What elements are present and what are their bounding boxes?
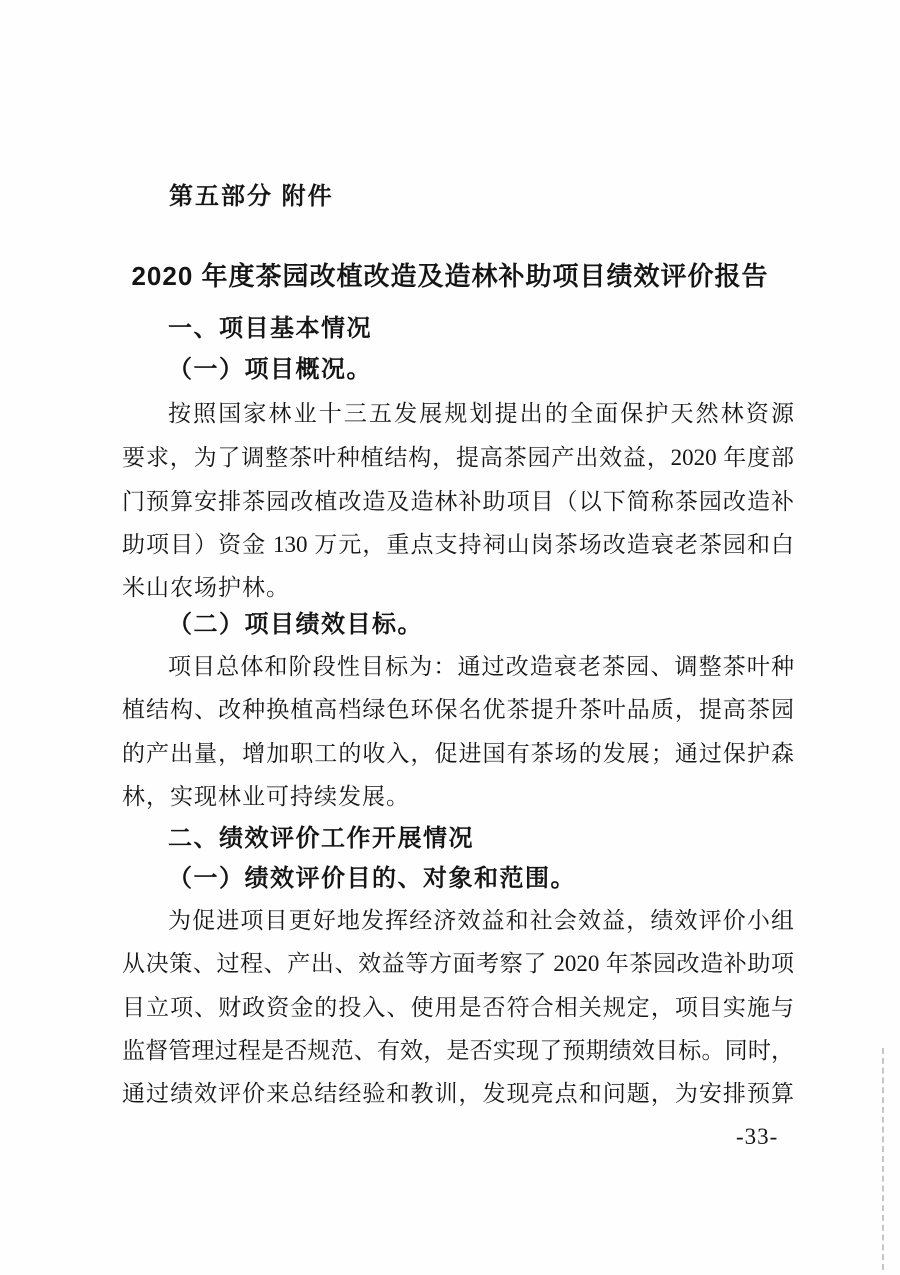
paragraph-line: 项目总体和阶段性目标为：通过改造衰老茶园、调整茶叶种: [168, 654, 794, 679]
paragraph-line: 植结构、改种换植高档绿色环保名优茶提升茶叶品质，提高茶园: [122, 697, 794, 722]
section1-sub2-heading: （二）项目绩效目标。: [168, 611, 423, 638]
paragraph-line: 林，实现林业可持续发展。: [122, 784, 410, 809]
paragraph-line: 要求，为了调整茶叶种植结构，提高茶园产出效益，2020 年度部: [122, 445, 794, 470]
paragraph-line: 为促进项目更好地发挥经济效益和社会效益，绩效评价小组: [168, 908, 794, 933]
paragraph-line: 监督管理过程是否规范、有效，是否实现了预期绩效目标。同时，: [122, 1038, 794, 1063]
part-heading: 第五部分 附件: [169, 183, 334, 210]
section1-heading: 一、项目基本情况: [168, 315, 372, 342]
paragraph-line: 通过绩效评价来总结经验和教训，发现亮点和问题，为安排预算: [122, 1081, 794, 1106]
paragraph-line: 助项目）资金 130 万元，重点支持祠山岗茶场改造衰老茶园和白: [122, 532, 794, 557]
section2-sub1-heading: （一）绩效评价目的、对象和范围。: [168, 865, 576, 892]
paragraph-line: 从决策、过程、产出、效益等方面考察了 2020 年茶园改造补助项: [122, 951, 794, 976]
document-title: 2020 年度茶园改植改造及造林补助项目绩效评价报告: [131, 261, 769, 291]
section1-sub1-heading: （一）项目概况。: [168, 356, 372, 383]
section2-heading: 二、绩效评价工作开展情况: [168, 825, 474, 852]
scan-edge-dashed-line: [882, 1048, 884, 1270]
page-number: -33-: [736, 1124, 779, 1149]
paragraph-line: 门预算安排茶园改植改造及造林补助项目（以下简称茶园改造补: [122, 489, 794, 514]
paragraph-line: 的产出量，增加职工的收入，促进国有茶场的发展；通过保护森: [122, 741, 794, 766]
paragraph-line: 按照国家林业十三五发展规划提出的全面保护天然林资源: [168, 401, 794, 426]
paragraph-line: 米山农场护林。: [122, 575, 290, 600]
paragraph-line: 目立项、财政资金的投入、使用是否符合相关规定，项目实施与: [122, 995, 794, 1020]
